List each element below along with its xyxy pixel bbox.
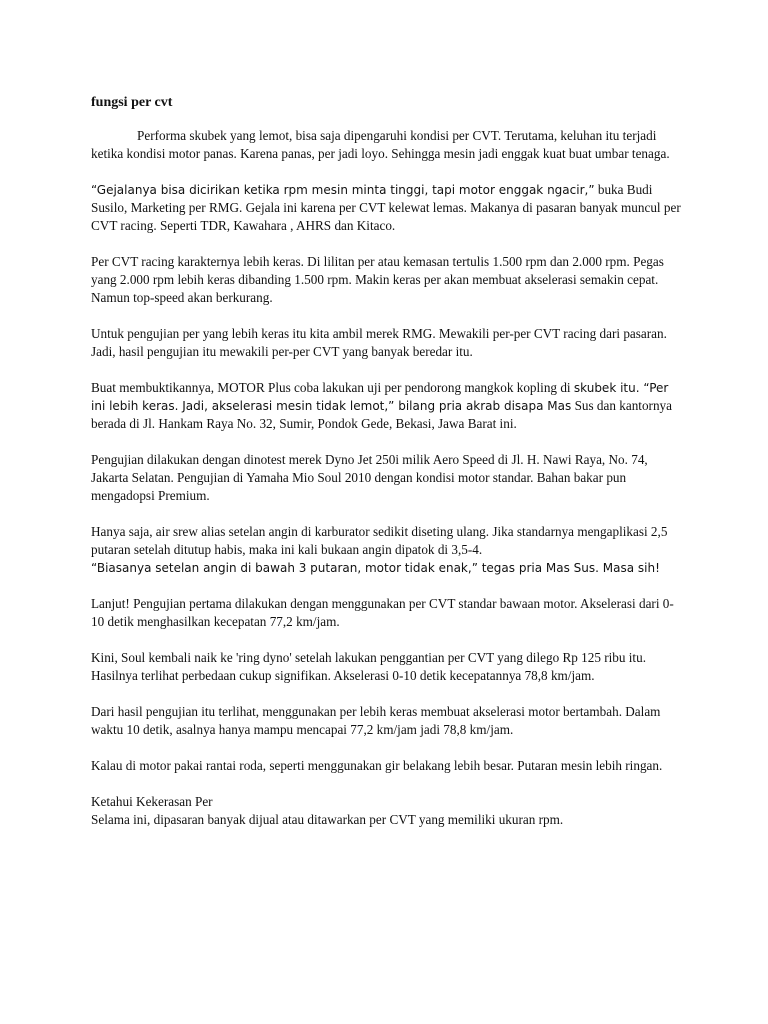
paragraph-11: Kalau di motor pakai rantai roda, seperti menggunakan gir belakang lebih besar. Putaran mesin lebih ringan. xyxy=(91,758,663,773)
paragraph-4: Untuk pengujian per yang lebih keras itu kita ambil merek RMG. Mewakili per-per CVT racing dari pasaran. Jadi, hasil pengujian itu mewakili per-per CVT yang banyak beredar itu. xyxy=(91,326,667,359)
paragraph-10: Dari hasil pengujian itu terlihat, menggunakan per lebih keras membuat akselerasi motor bertambah. Dalam waktu 10 detik, asalnya hanya mampu mencapai 77,2 km/jam jadi 78,8 km/jam. xyxy=(91,704,661,737)
paragraph-8: Lanjut! Pengujian pertama dilakukan dengan menggunakan per CVT standar bawaan motor. Akselerasi dari 0-10 detik menghasilkan kecepatan 77,2 km/jam. xyxy=(91,596,674,629)
paragraph-7 xyxy=(91,523,681,577)
paragraph-2 xyxy=(91,181,681,235)
paragraph-12: Selama ini, dipasaran banyak dijual atau ditawarkan per CVT yang memiliki ukuran rpm. xyxy=(91,812,564,827)
document-body xyxy=(91,94,681,847)
paragraph-5-part-a: Buat membuktikannya, MOTOR Plus coba lakukan uji per pendorong mangkok kopling di xyxy=(91,380,574,395)
paragraph-7-quote: “Biasanya setelan angin di bawah 3 putaran, motor tidak enak,” tegas pria Mas Sus. Masa sih! xyxy=(91,561,660,575)
paragraph-9: Kini, Soul kembali naik ke 'ring dyno' setelah lakukan penggantian per CVT yang dilego Rp 125 ribu itu. Hasilnya terlihat perbedaan cukup signifikan. Akselerasi 0-10 detik kecepatannya 78,8 km/jam. xyxy=(91,650,646,683)
paragraph-5-part-c: Sus dan kantornya berada di Jl. Hankam Raya No. 32, Sumir, Pondok Gede, Bekasi, Jawa Barat ini. xyxy=(91,398,672,431)
paragraph-7-part-a: Hanya saja, air srew alias setelan angin di karburator sedikit diseting ulang. Jika standarnya mengaplikasi 2,5 putaran setelah ditutup habis, maka ini kali bukaan angin dipatok di 3,5-4. xyxy=(91,524,668,557)
paragraph-5 xyxy=(91,379,681,433)
paragraph-2-rest: buka Budi Susilo, Marketing per RMG. Gejala ini karena per CVT kelewat lemas. Makanya di pasaran banyak muncul per CVT racing. Seperti TDR, Kawahara , AHRS dan Kitaco. xyxy=(91,182,681,233)
paragraph-2-quote: “Gejalanya bisa dicirikan ketika rpm mesin minta tinggi, tapi motor enggak ngacir,” xyxy=(91,183,595,197)
paragraph-6: Pengujian dilakukan dengan dinotest merek Dyno Jet 250i milik Aero Speed di Jl. H. Nawi Raya, No. 74, Jakarta Selatan. Pengujian di Yamaha Mio Soul 2010 dengan kondisi motor standar. Bahan bakar pun mengadopsi Premium. xyxy=(91,452,648,503)
paragraph-1: Performa skubek yang lemot, bisa saja dipengaruhi kondisi per CVT. Terutama, keluhan itu terjadi ketika kondisi motor panas. Karena panas, per jadi loyo. Sehingga mesin jadi enggak kuat buat umbar tenaga. xyxy=(91,128,670,161)
document-title: fungsi per cvt xyxy=(91,95,173,110)
paragraph-3: Per CVT racing karakternya lebih keras. Di lilitan per atau kemasan tertulis 1.500 rpm dan 2.000 rpm. Pegas yang 2.000 rpm lebih keras dibanding 1.500 rpm. Makin keras per akan membuat akselerasi semakin cepat. Namun top-speed akan berkurang. xyxy=(91,254,664,305)
subheading: Ketahui Kekerasan Per xyxy=(91,794,213,809)
paragraph-5-quote: skubek itu. “Per ini lebih keras. Jadi, akselerasi mesin tidak lemot,” bilang pria akrab disapa Mas xyxy=(91,381,669,413)
